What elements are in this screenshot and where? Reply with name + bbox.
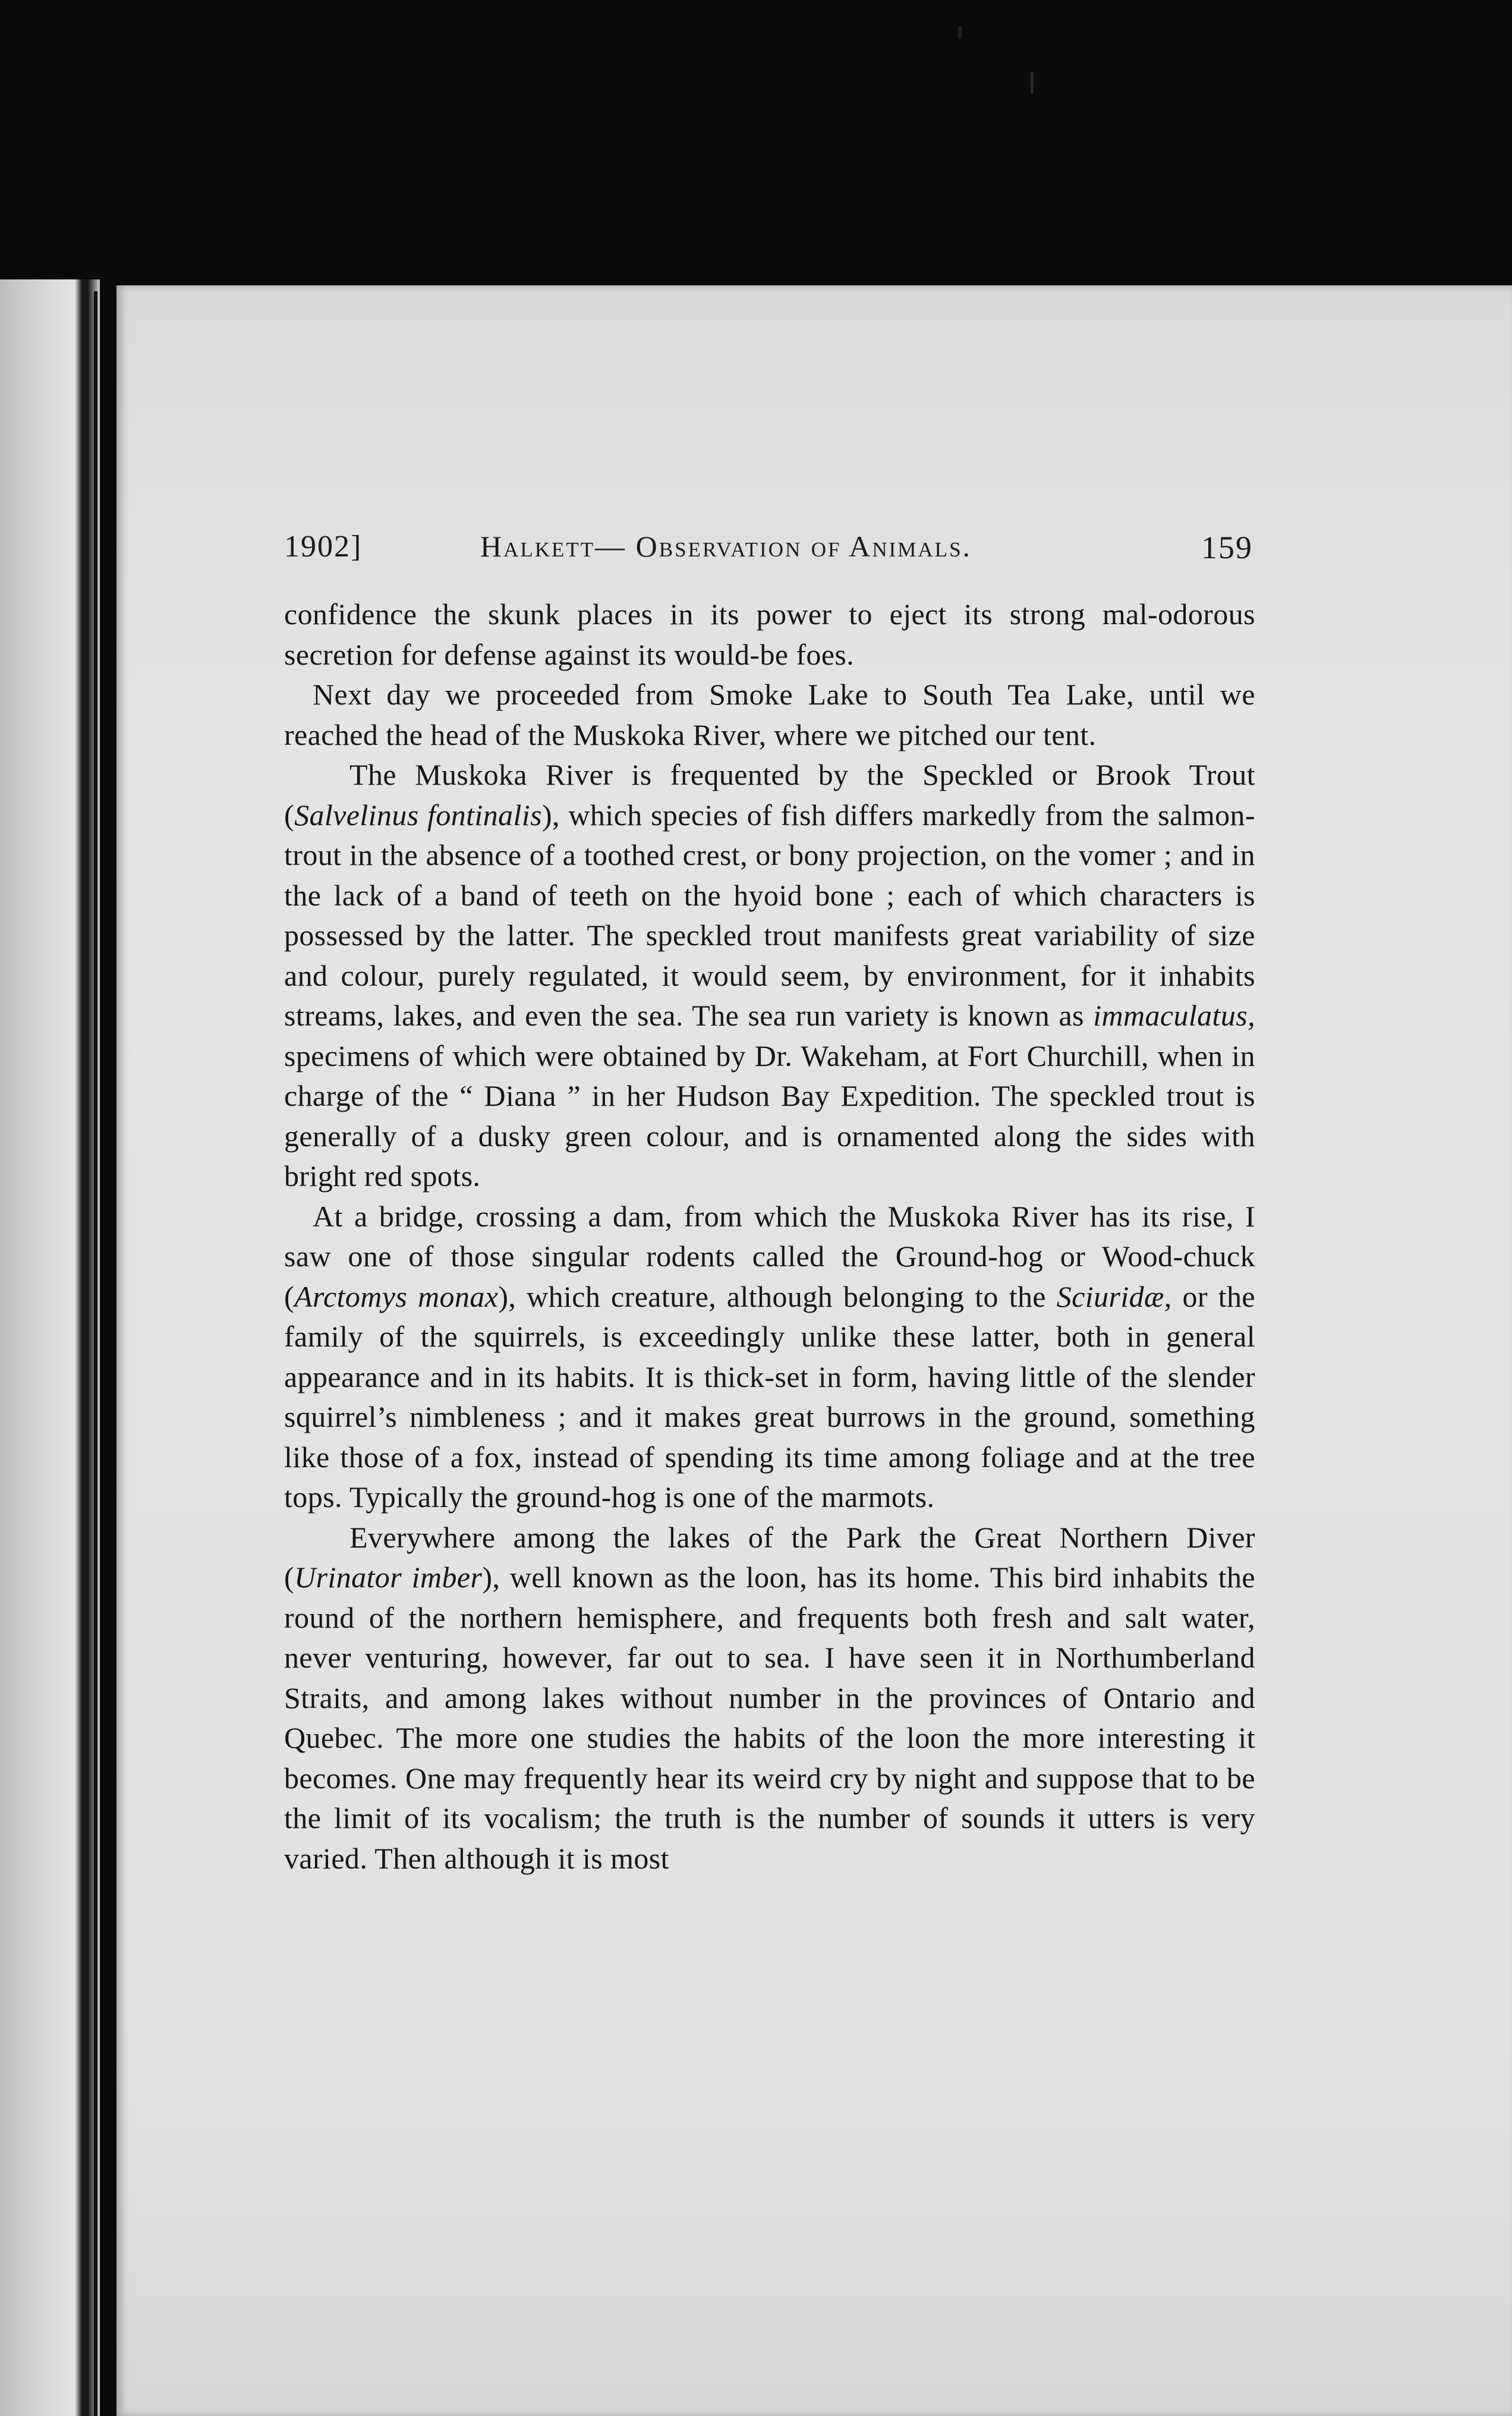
- facing-page-edge: [0, 279, 100, 2416]
- text-run: specimens of which were obtained by Dr. Wakeham, at Fort Churchill, when in charge of the “ Diana ” in her Hudson Bay Expedition. The speckled trout is generally of a dusky green colour, and is ornamented along the sides with bright red spots.: [284, 1039, 1255, 1193]
- text-run: ), which species of fish differs markedly from the salmon-trout in the absence of a toothed crest, or bony projection, on the vomer ; and in the lack of a band of teeth on the hyoid bone ; each of which characters is possessed by the latter. The speckled trout manifests great variability of size and colour, purely regulated, it would seem, by environment, for it inhabits streams, lakes, and even the sea. The sea run variety is known as: [284, 798, 1255, 1032]
- text-run: ), well known as the loon, has its home. This bird inhabits the round of the northern hemisphere, and frequents both fresh and salt water, never venturing, however, far out to sea. I have seen it in Northumberland Straits, and among lakes without number in the provinces of Ontario and Quebec. The more one studies the habits of the loon the more interesting it becomes. One may frequently hear its weird cry by night and suppose that to be the limit of its vocalism; the truth is the number of sounds it utters is very varied. Then although it is most: [284, 1561, 1255, 1875]
- text-run: Everywhere among the lakes of the Park the Great Northern Diver (: [284, 1520, 1255, 1594]
- text-run: or the family of the squirrels, is exceedingly unlike these latter, both in general appearance and in its habits. It is thick-set in form, having little of the slender squirrel’s nimbleness ; and it makes great burrows in the ground, something like those of a fox, instead of spending its time among foliage and at the tree tops. Typically the ground-hog is one of the marmots.: [284, 1279, 1255, 1514]
- italic-term: Arctomys monax: [294, 1279, 499, 1313]
- italic-term: Urinator imber: [294, 1561, 483, 1594]
- paragraph: [284, 1197, 1255, 1518]
- scan-artifact: [1031, 71, 1034, 94]
- body-text: [284, 594, 1255, 1879]
- paragraph: [284, 1518, 1255, 1879]
- running-title: Halkett— Observation of Animals.: [480, 530, 972, 563]
- italic-term: immaculatus,: [1093, 999, 1255, 1032]
- gutter-shadow: [94, 291, 97, 2416]
- italic-term: Salvelinus fontinalis: [294, 798, 542, 832]
- text-run: ), which creature, although belonging to the: [498, 1279, 1057, 1313]
- italic-term: Sciuridæ,: [1056, 1279, 1172, 1313]
- header-year: 1902]: [284, 530, 363, 564]
- scan-artifact: [958, 26, 962, 39]
- text-run: Next day we proceeded from Smoke Lake to South Tea Lake, until we reached the head of the Muskoka River, where we pitched our tent.: [284, 678, 1255, 751]
- text-run: At a bridge, crossing a dam, from which the Muskoka River has its rise, I saw one of those singular rodents called the Ground-hog or Wood-chuck (: [284, 1199, 1255, 1313]
- text-run: confidence the skunk places in its power to eject its strong mal-odorous secretion for defense against its would-be foes.: [284, 597, 1255, 671]
- paragraph: [284, 675, 1255, 755]
- page-number: 159: [1201, 530, 1253, 565]
- running-header: [284, 529, 1253, 577]
- text-run: The Muskoka River is frequented by the Speckled or Brook Trout (: [284, 758, 1255, 832]
- paragraph: [284, 755, 1255, 1197]
- paragraph: [284, 594, 1255, 675]
